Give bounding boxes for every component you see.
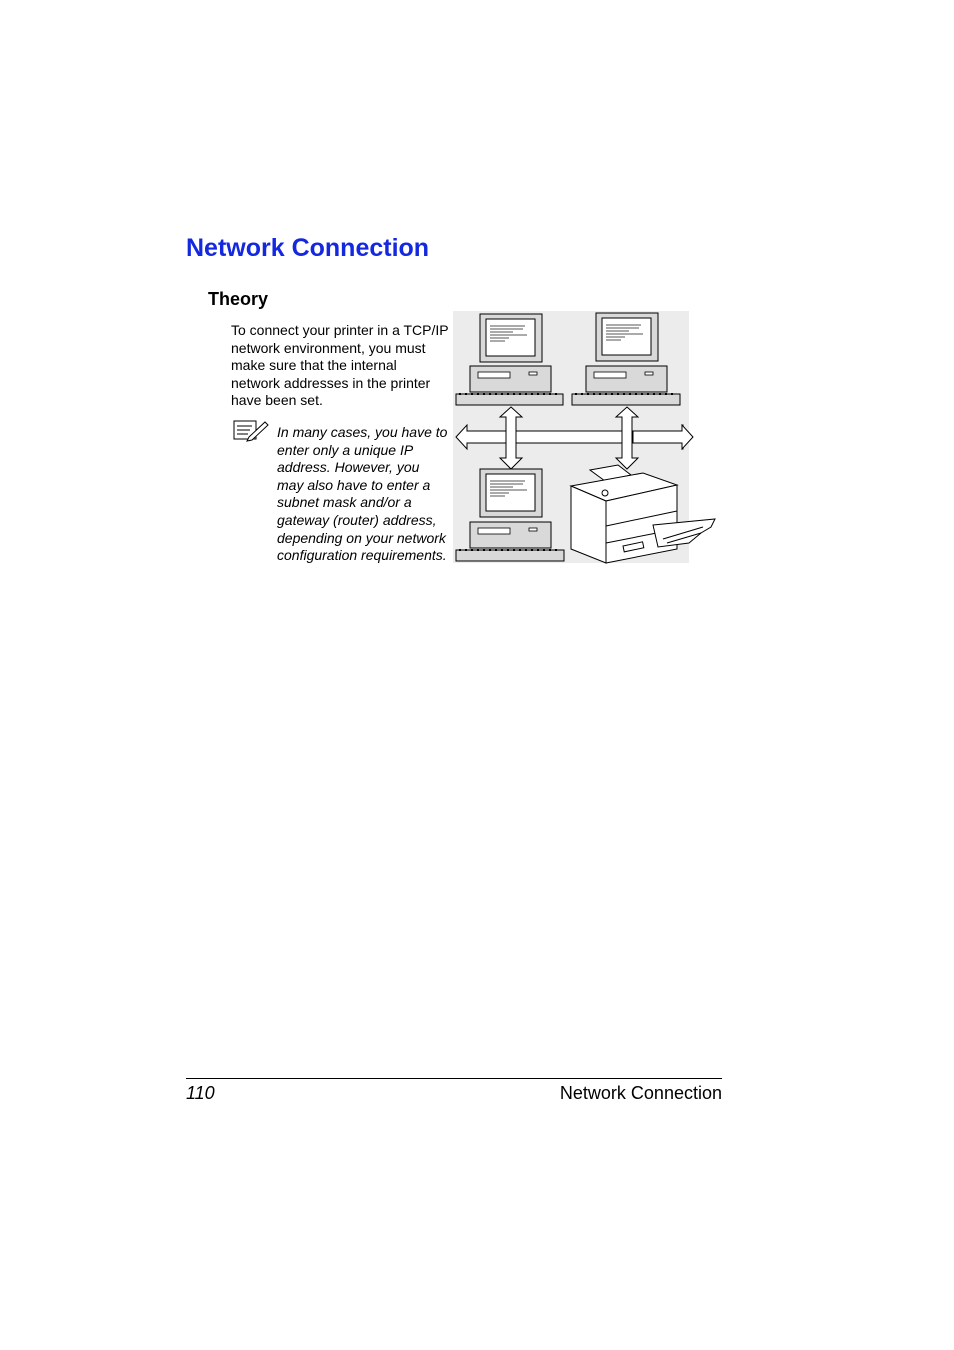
body-paragraph: To connect your printer in a TCP/IP network environment, you must make sure that the internal network addresses in the printer have been set. — [231, 322, 449, 409]
footer-page-number: 110 — [186, 1083, 215, 1103]
section-title: Theory — [208, 289, 269, 309]
footer-rule — [186, 1078, 722, 1079]
note-pencil-icon — [232, 417, 270, 443]
footer-section-name: Network Connection — [559, 1083, 722, 1103]
network-diagram-illustration — [453, 311, 719, 567]
page-title: Network Connection — [186, 234, 430, 262]
note-paragraph: In many cases, you have to enter only a unique IP address. However, you may also have to enter a subnet mask and/or a gateway (router) address, depending on your network configuration requirements. — [277, 424, 448, 564]
